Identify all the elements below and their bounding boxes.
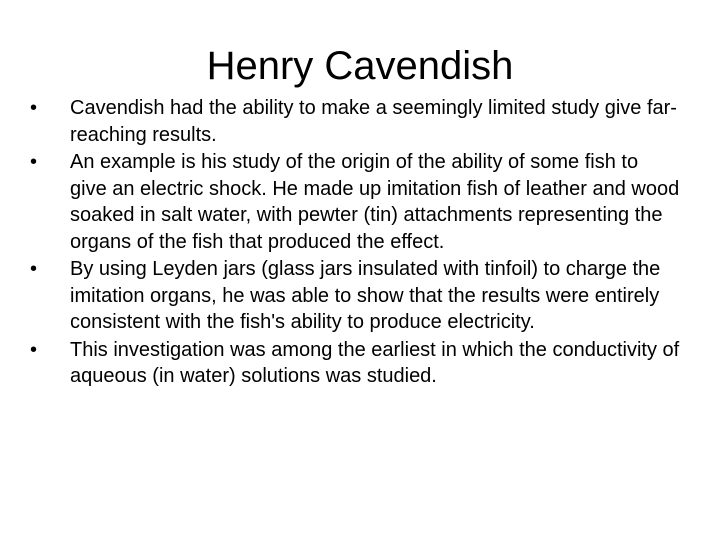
bullet-text: Cavendish had the ability to make a seemingly limited study give far-reaching results. [70, 97, 677, 146]
bullet-marker: • [30, 258, 38, 280]
bullet-item [30, 95, 680, 148]
bullet-text: An example is his study of the origin of the ability of some fish to give an electric shock. He made up imitation fish of leather and wood soaked in salt water, with pewter (tin) attachments representing the organs of the fish that produced the effect. [70, 151, 680, 253]
bullet-item [30, 337, 680, 390]
bullet-marker: • [30, 151, 38, 173]
bullet-text: By using Leyden jars (glass jars insulated with tinfoil) to charge the imitation organs, he was able to show that the results were entirely consistent with the fish's ability to produce electricity. [70, 258, 661, 333]
slide-title: Henry Cavendish [206, 44, 514, 88]
bullet-marker: • [30, 97, 38, 119]
bullet-item [30, 256, 680, 336]
bullet-text: This investigation was among the earliest in which the conductivity of aqueous (in water) solutions was studied. [70, 338, 680, 387]
bullet-item [30, 149, 680, 255]
bullet-list [30, 95, 680, 391]
bullet-marker: • [30, 338, 38, 361]
